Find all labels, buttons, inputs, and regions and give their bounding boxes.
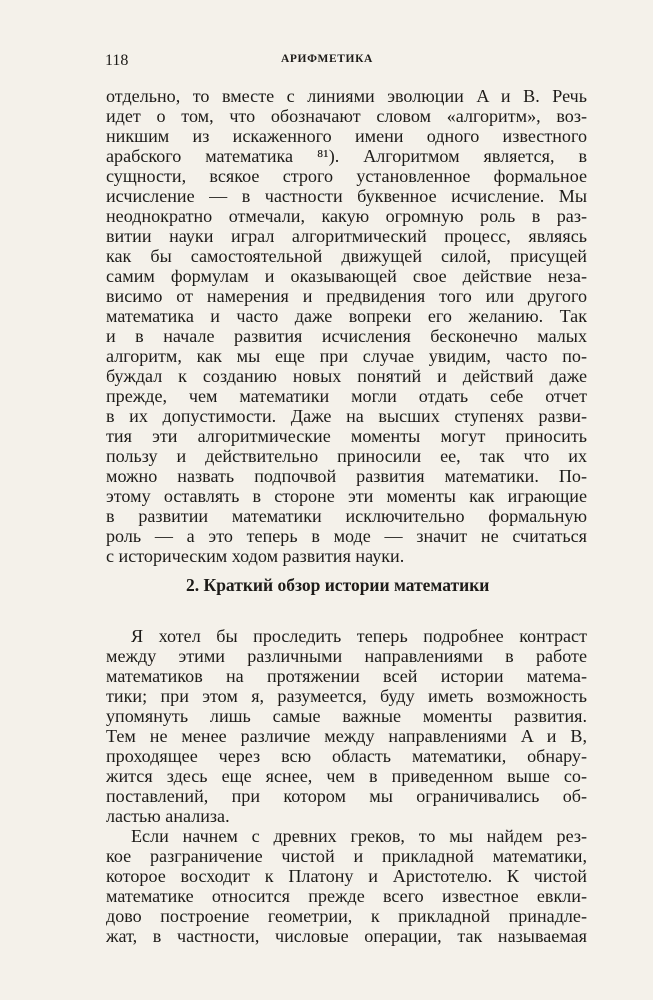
text-line: тия эти алгоритмические моменты могут приносить	[106, 426, 587, 446]
text-line: неоднократно отмечали, какую огромную роль в раз-	[106, 206, 587, 226]
section-heading: 2. Краткий обзор истории математики	[186, 575, 490, 595]
text-line: как бы самостоятельной движущей силой, присущей	[106, 246, 587, 266]
text-line: алгоритм, как мы еще при случае увидим, часто по-	[106, 346, 587, 366]
page-number: 118	[105, 52, 129, 69]
text-line: висимо от намерения и предвидения того или другого	[106, 286, 587, 306]
text-line: в развитии математики исключительно формальную	[106, 506, 587, 526]
text-line: отдельно, то вместе с линиями эволюции A и B. Речь	[106, 86, 587, 106]
text-line: кое разграничение чистой и прикладной математики,	[106, 846, 587, 866]
text-line: математиков на протяжении всей истории матема-	[106, 666, 587, 686]
text-line: тики; при этом я, разумеется, буду иметь возможность	[106, 686, 587, 706]
text-line: самим формулам и оказывающей свое действие неза-	[106, 266, 587, 286]
text-line: дово построение геометрии, к прикладной принадле-	[106, 906, 587, 926]
text-line: можно назвать подпочвой развития математики. По-	[106, 466, 587, 486]
text-line: жат, в частности, числовые операции, так называемая	[106, 926, 587, 946]
text-line: прежде, чем математики могли отдать себе отчет	[106, 386, 587, 406]
text-line: с историческим ходом развития науки.	[106, 546, 405, 566]
text-line: проходящее через всю область математики, обнару-	[106, 746, 587, 766]
text-line: витии науки играл алгоритмический процесс, являясь	[106, 226, 587, 246]
text-line: исчисление — в частности буквенное исчисление. Мы	[106, 186, 587, 206]
text-line: пользу и действительно приносили ее, так что их	[106, 446, 587, 466]
text-line: Тем не менее различие между направлениями A и B,	[106, 726, 587, 746]
text-line: упомянуть лишь самые важные моменты развития.	[106, 706, 587, 726]
text-line: Если начнем с древних греков, то мы найдем рез-	[131, 826, 587, 846]
text-line: никшим из искаженного имени одного известного	[106, 126, 587, 146]
text-line: идет о том, что обозначают словом «алгоритм», воз-	[106, 106, 587, 126]
text-line: между этими различными направлениями в работе	[106, 646, 587, 666]
text-line: ластью анализа.	[106, 806, 230, 826]
text-line: в их допустимости. Даже на высших ступенях разви-	[106, 406, 587, 426]
text-line: математике относится прежде всего известное евкли-	[106, 886, 587, 906]
text-line: буждал к созданию новых понятий и действий даже	[106, 366, 587, 386]
text-line: поставлений, при котором мы ограничивались об-	[106, 786, 587, 806]
text-line: математика и часто даже вопреки его желанию. Так	[106, 306, 587, 326]
text-line: Я хотел бы проследить теперь подробнее контраст	[131, 626, 587, 646]
text-line: сущности, всякое строго установленное формальное	[106, 166, 587, 186]
text-line: арабского математика ⁸¹). Алгоритмом является, в	[106, 146, 587, 166]
text-line: жится здесь еще яснее, чем в приведенном выше со-	[106, 766, 587, 786]
running-head: АРИФМЕТИКА	[281, 53, 373, 65]
text-line: и в начале развития исчисления бесконечно малых	[106, 326, 587, 346]
text-line: которое восходит к Платону и Аристотелю. К чистой	[106, 866, 587, 886]
text-line: этому оставлять в стороне эти моменты как играющие	[106, 486, 587, 506]
text-line: роль — а это теперь в моде — значит не считаться	[106, 526, 587, 546]
